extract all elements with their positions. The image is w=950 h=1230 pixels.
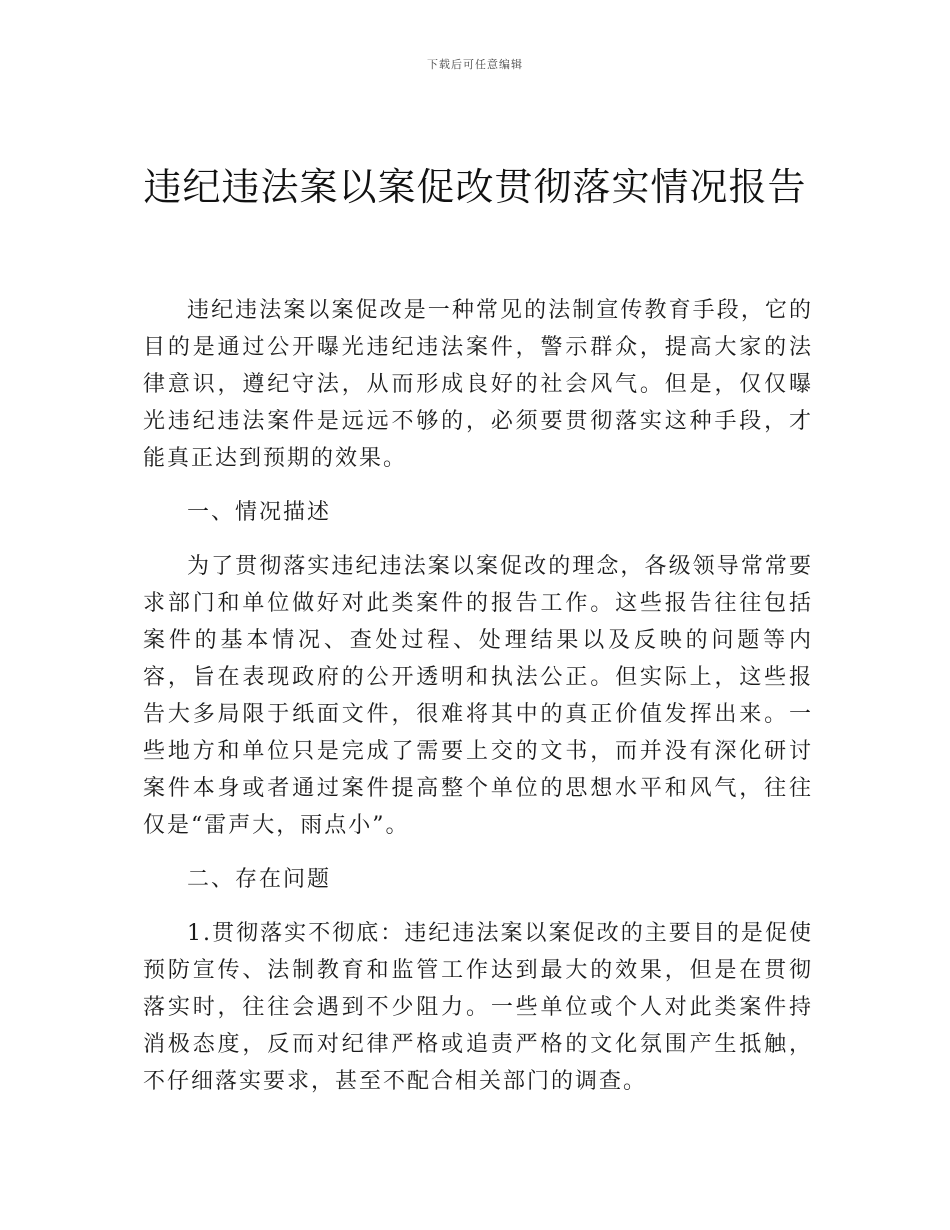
document-body: [143, 292, 813, 1117]
section-heading-situation: 一、情况描述: [187, 500, 332, 525]
problem-item-1: 1.贯彻落实不彻底：违纪违法案以案促改的主要目的是促使预防宣传、法制教育和监管工作达到最大的效果，但是在贯彻落实时，往往会遇到不少阻力。一些单位或个人对此类案件持消极态度，反而对纪律严格或追责严格的文化氛围产生抵触，不仔细落实要求，甚至不配合相关部门的调查。: [143, 921, 813, 1094]
intro-paragraph: 违纪违法案以案促改是一种常见的法制宣传教育手段，它的目的是通过公开曝光违纪违法案件，警示群众，提高大家的法律意识，遵纪守法，从而形成良好的社会风气。但是，仅仅曝光违纪违法案件是远远不够的，必须要贯彻落实这种手段，才能真正达到预期的效果。: [143, 298, 813, 471]
page-header: 下载后可任意编辑: [427, 58, 523, 71]
situation-paragraph: 为了贯彻落实违纪违法案以案促改的理念，各级领导常常要求部门和单位做好对此类案件的报告工作。这些报告往往包括案件的基本情况、查处过程、处理结果以及反映的问题等内容，旨在表现政府的公开透明和执法公正。但实际上，这些报告大多局限于纸面文件，很难将其中的真正价值发挥出来。一些地方和单位只是完成了需要上交的文书，而并没有深化研讨案件本身或者通过案件提高整个单位的思想水平和风气，往往仅是“雷声大，雨点小”。: [143, 554, 813, 838]
section-heading-problems: 二、存在问题: [187, 867, 332, 892]
document-title: 违纪违法案以案促改贯彻落实情况报告: [143, 165, 807, 209]
